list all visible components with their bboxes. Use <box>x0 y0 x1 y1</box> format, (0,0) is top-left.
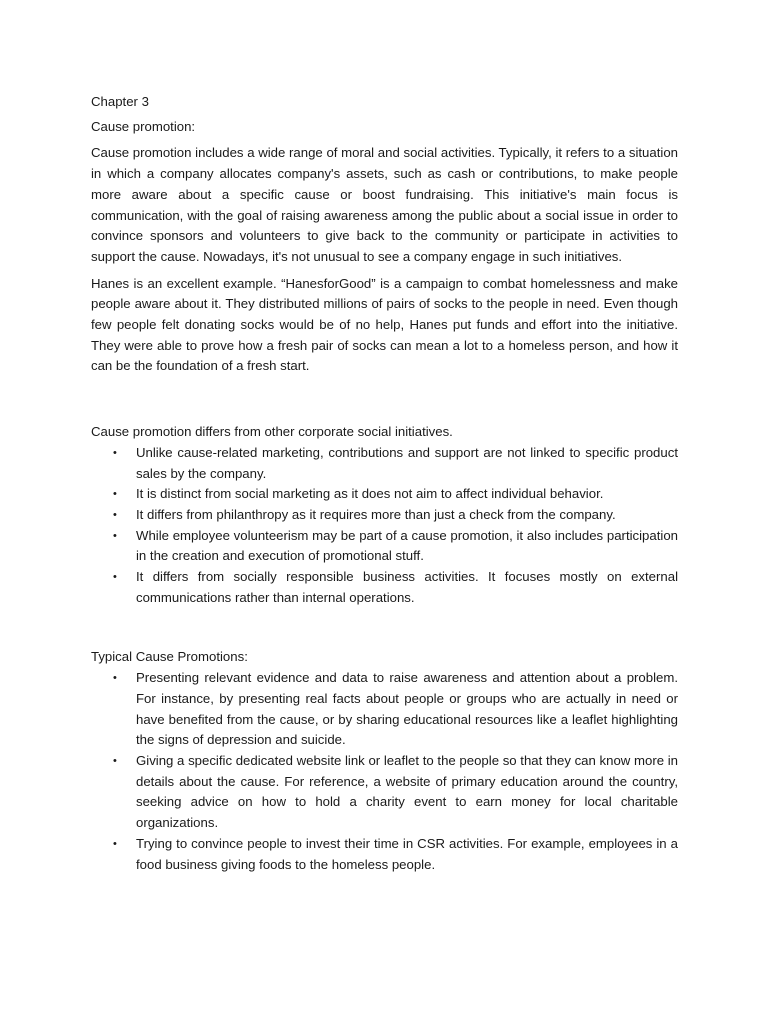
typical-heading: Typical Cause Promotions: <box>91 649 248 665</box>
list-item: • Unlike cause-related marketing, contributions and support are not linked to specific product sales by the company. <box>113 444 678 481</box>
section-title: Cause promotion: <box>91 118 196 134</box>
document-page <box>91 92 678 875</box>
differs-list <box>91 443 678 609</box>
list-item: • Giving a specific dedicated website link or leaflet to the people so that they can know more in details about the cause. For reference, a website of primary education around the country, seeking advice on how to hold a charity event to earn money for local charitable organizations. <box>113 752 678 831</box>
bullet-icon: • <box>113 672 117 685</box>
paragraph-hanes-example: Hanes is an excellent example. “HanesforGood” is a campaign to combat homelessness and make people aware about it. They distributed millions of pairs of socks to the people in need. Even though few people felt donating socks would be of no help, Hanes put funds and effort into the initiative. They were able to prove how a fresh pair of socks can mean a lot to a homeless person, and how it can be the foundation of a fresh start. <box>91 275 678 374</box>
bullet-icon: • <box>113 446 117 459</box>
typical-list <box>91 668 678 875</box>
chapter-heading: Chapter 3 <box>91 94 149 109</box>
differs-intro: Cause promotion differs from other corporate social initiatives. <box>91 424 453 440</box>
bullet-icon: • <box>113 837 117 850</box>
list-item: • Presenting relevant evidence and data to raise awareness and attention about a problem. For instance, by presenting real facts about people or groups who are actually in need or have benefited from the cause, or by sharing educational resources like a leaflet highlighting the signs of depression and suicide. <box>113 670 678 748</box>
list-item: • While employee volunteerism may be part of a cause promotion, it also includes participation in the creation and execution of promotional stuff. <box>113 527 678 564</box>
bullet-icon: • <box>113 529 117 542</box>
list-item: • It differs from socially responsible business activities. It focuses mostly on external communications rather than internal operations. <box>113 569 678 605</box>
list-item: • It is distinct from social marketing as it does not aim to affect individual behavior. <box>91 484 678 505</box>
bullet-icon: • <box>113 571 117 584</box>
bullet-icon: • <box>113 488 117 501</box>
bullet-icon: • <box>113 754 117 767</box>
list-item: • Trying to convince people to invest their time in CSR activities. For example, employees in a food business giving foods to the homeless people. <box>113 835 678 872</box>
paragraph-intro: Cause promotion includes a wide range of moral and social activities. Typically, it refers to a situation in which a company allocates company's assets, such as cash or contributions, to make people more aware about a specific cause or boost fundraising. This initiative's main focus is communication, with the goal of raising awareness among the public about a social issue in order to convince sponsors and volunteers to give back to the community or participate in activities to support the cause. Nowadays, it's not unusual to see a company engage in such initiatives. <box>91 145 678 264</box>
bullet-icon: • <box>113 508 117 521</box>
list-item: • It differs from philanthropy as it requires more than just a check from the company. <box>91 505 678 526</box>
